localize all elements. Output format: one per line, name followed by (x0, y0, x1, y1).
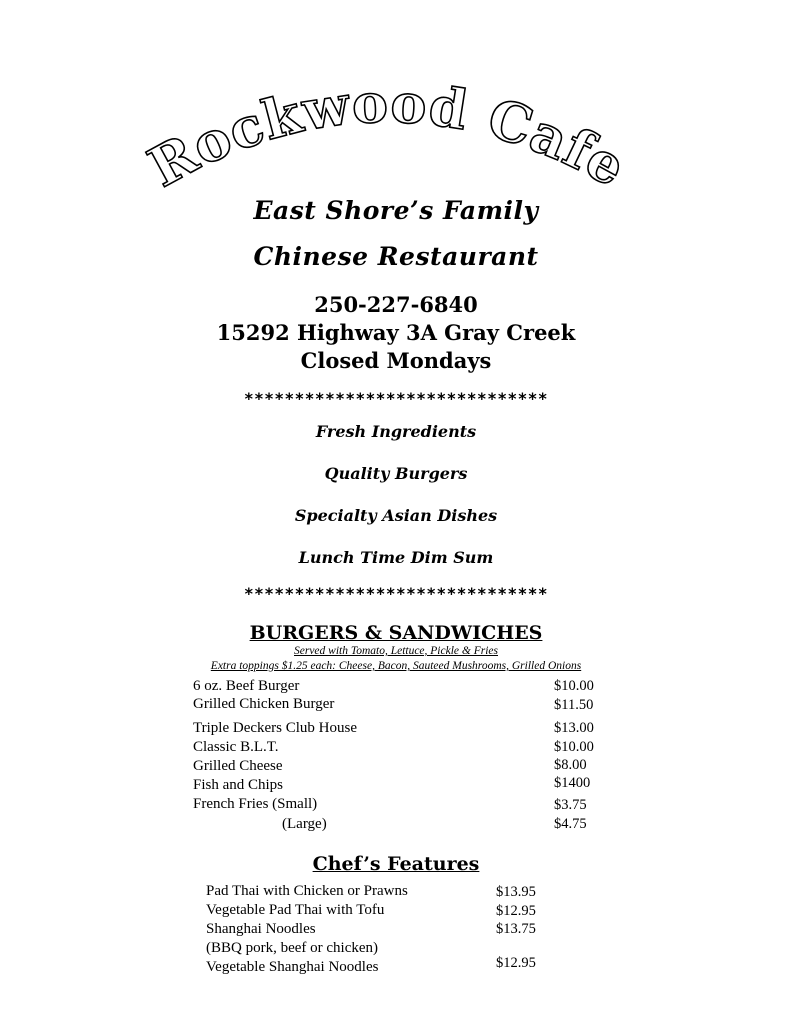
address: 15292 Highway 3A Gray Creek (216, 320, 576, 345)
menu-item-price: $8.00 (554, 757, 587, 773)
menu-item-name: Shanghai Noodles (206, 921, 316, 937)
feature-specialty-asian: Specialty Asian Dishes (294, 506, 498, 525)
menu-item-price: $4.75 (554, 816, 587, 832)
menu-item-name: Grilled Cheese (193, 758, 283, 774)
menu-item-name: Vegetable Pad Thai with Tofu (206, 902, 385, 918)
burgers-note-served-with: Served with Tomato, Lettuce, Pickle & Fries (294, 645, 498, 657)
svg-text:Rockwood Cafe (138, 78, 637, 200)
feature-fresh-ingredients: Fresh Ingredients (315, 422, 477, 441)
menu-item-price: $10.00 (554, 678, 594, 694)
menu-item-name: Fish and Chips (193, 777, 284, 793)
menu-item-name: (Large) (282, 816, 327, 832)
logo-text: Rockwood Cafe (137, 78, 638, 200)
menu-item-name: Pad Thai with Chicken or Prawns (206, 883, 408, 899)
menu-item-name: Vegetable Shanghai Noodles (206, 959, 379, 975)
menu-item-price: $11.50 (554, 697, 594, 713)
tagline-line-2: Chinese Restaurant (253, 242, 539, 271)
menu-item-price: $13.00 (554, 720, 594, 736)
menu-item-description: (BBQ pork, beef or chicken) (206, 940, 379, 956)
menu-item-price: $13.95 (496, 884, 536, 900)
menu-item-name: French Fries (Small) (193, 796, 318, 812)
burgers-note-extra-toppings: Extra toppings $1.25 each: Cheese, Bacon, Sauteed Mushrooms, Grilled Onions (210, 660, 582, 672)
logo-arched-title (130, 78, 650, 208)
menu-item-price: $3.75 (554, 797, 587, 813)
menu-item-name: Triple Deckers Club House (193, 720, 358, 736)
feature-quality-burgers: Quality Burgers (324, 464, 468, 483)
chefs-section-heading: Chef’s Features (312, 853, 480, 875)
divider-top: ****************************** (244, 389, 548, 408)
menu-item-price: $12.95 (496, 955, 536, 971)
menu-item-price: $13.75 (496, 921, 536, 937)
menu-item-price: $10.00 (554, 739, 594, 755)
menu-item-name: 6 oz. Beef Burger (193, 678, 300, 694)
tagline-line-1: East Shore’s Family (253, 196, 539, 225)
menu-item-name: Grilled Chicken Burger (193, 696, 335, 712)
divider-bottom: ****************************** (244, 584, 548, 603)
phone-number: 250-227-6840 (314, 292, 478, 317)
feature-dim-sum: Lunch Time Dim Sum (298, 548, 494, 567)
menu-item-name: Classic B.L.T. (193, 739, 279, 755)
menu-item-price: $1400 (554, 775, 591, 791)
burgers-section-heading: BURGERS & SANDWICHES (249, 622, 543, 644)
hours-note: Closed Mondays (300, 348, 492, 373)
menu-item-price: $12.95 (496, 903, 536, 919)
